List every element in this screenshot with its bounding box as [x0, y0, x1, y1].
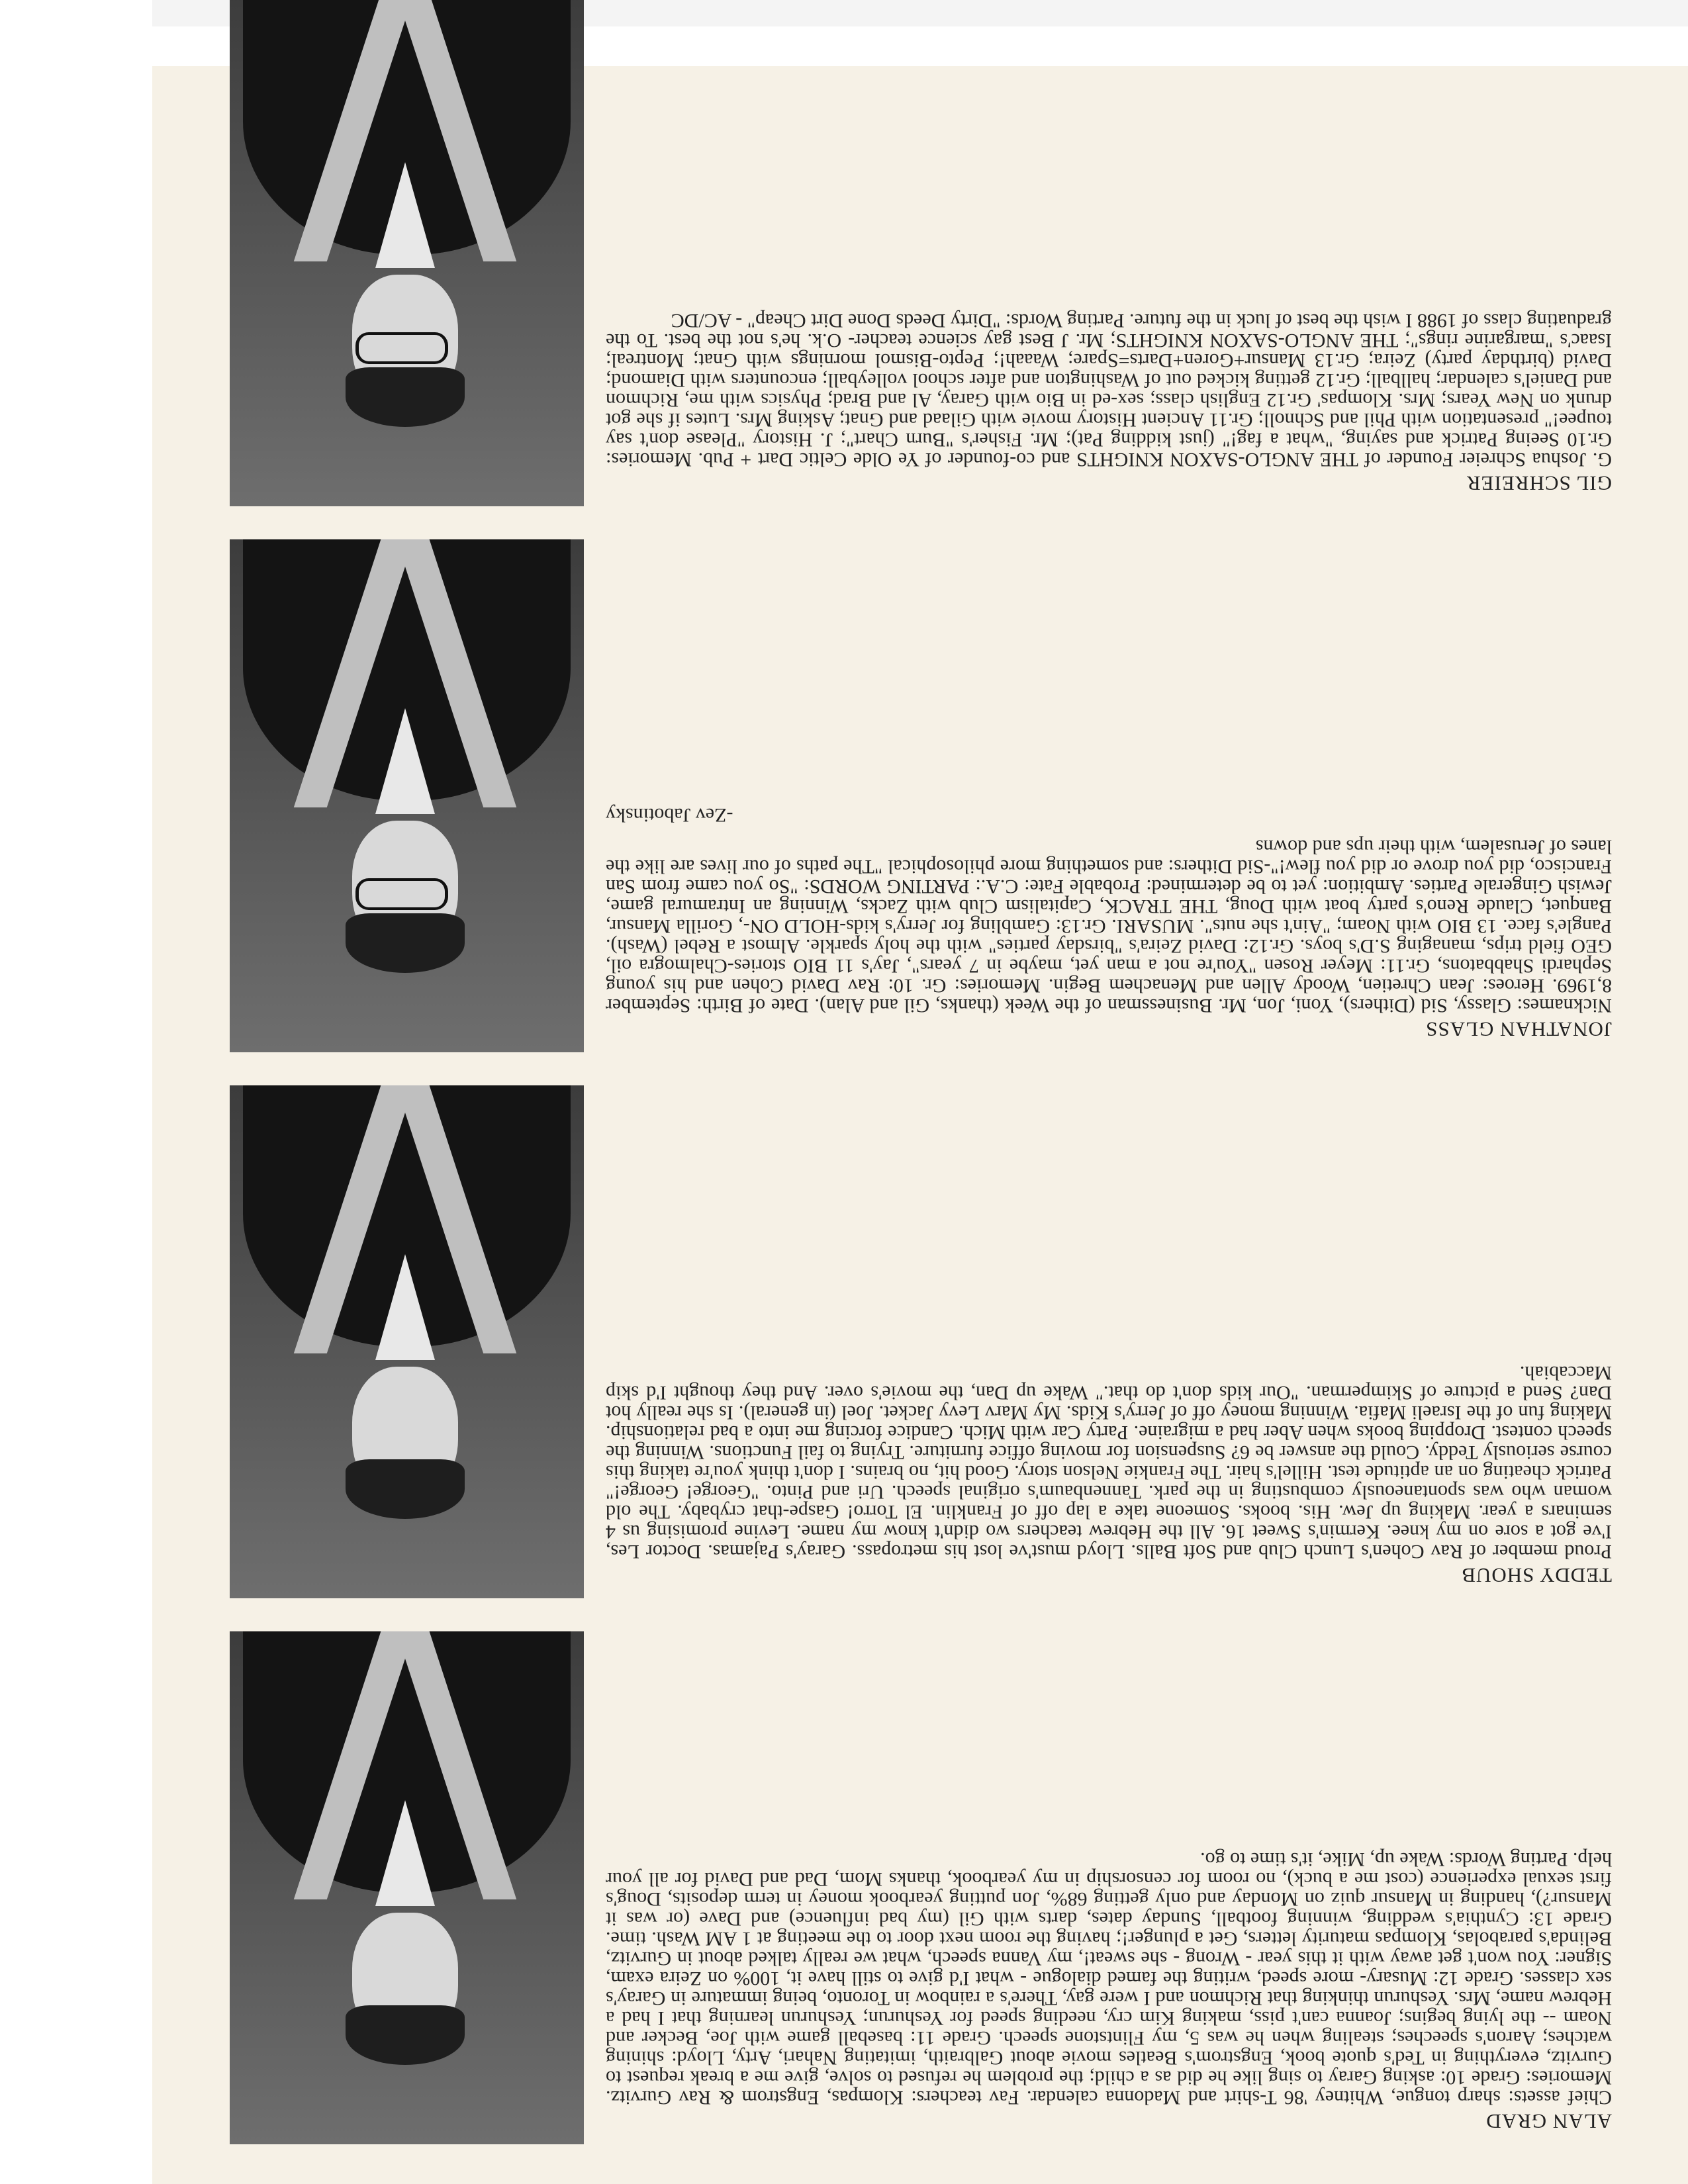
portrait-photo: [230, 0, 584, 506]
entry-text: [606, 805, 1612, 1039]
entry-body: G. Joshua Schreier Founder of THE ANGLO-SAXON KNIGHTS and co-founder of Ye Olde Celtic Dart + Pub. Memories: Gr.10 Seeing Patrick and saying, "what a fag!" (just kidding Pat); Mr. Fisher's "Burn Chart"; J. History "Please don't say toupee!" presentation with Phil and Schnoll; Gr.11 Ancient History movie with Gilaad and Gnat; Asking Mrs. Lutes if she got drunk on New Years; Mrs. Klompas' Gr.12 English class; sex-ed in Bio with Garay, Al and Brad; Physics with me, Richmon and Daniel's calendar; hallball; Gr.12 getting kicked out of Washington and after school volleyball; encounters with Diamond; David (birthday party) Zeira; Gr.13 Mansur+Goren+Darts=Spare; Waaah!; Pepto-Bismol mornings with Gnat; Montreal; Isaac's "margarine rings"; THE ANGLO-SAXON KNIGHTS; Mr. J Best gay science teacher- O.k. he's not the best. To the graduating class of 1988 I wish the best of luck in the future. Parting Words: "Dirty Deeds Done Dirt Cheap" - AC/DC: [606, 310, 1612, 471]
rotated-content: [152, 66, 1688, 2184]
entry-body: Nicknames: Glassy, Sid (Dithers), Yoni, Jon, Mr. Businessman of the Week (thanks, Gil and Alan). Date of Birth: September 8,1969. Heroes: Jean Chretien, Woody Allen and Menachem Begin. Memories: Gr. 10: Rav David Cohen and his young Sephardi Shabbatons, Gr.11: Meyer Rosen "You're not a man yet, maybe in 7 years", Jay's 11 BIO stories-Chalmogra oil, GEO field trips, managing S.D's boys. Gr.12: David Zeira's "birsday parties" with the holy sparkle. Almost a Rebel (Wash). Pangle's face. 13 BIO with Noam; "Ain't she nuts". MUSARI. Gr.13: Gambling for Jerry's kids-HOLD ON-, Gorilla Mansur, Banquet, Claude Reno's party boat with Doug, THE TRACK, Capitalism Club with Zacks, Winning an Intramural game, Jewish Gingerale Parties. Ambition: yet to be determined: Probable Fate: C.A.: PARTING WORDS: "So you came from San Francisco, did you drove or did you flew!"-Sid Dithers: and something more philosophical "The paths of our lives are like the lanes of Jerusalem, with their ups and downs: [606, 836, 1612, 1017]
student-name: JONATHAN GLASS: [1425, 1018, 1612, 1041]
portrait-photo: [230, 1631, 584, 2144]
entry-text: [606, 1363, 1612, 1585]
portrait-photo: [230, 1085, 584, 1598]
entry-body: Proud member of Rav Cohen's Lunch Club and Soft Balls. Lloyd must've lost his metropass. Garay's Pajamas. Doctor Les, I've got a sore on my knee. Kermin's Sweet 16. All the Hebrew teachers wo didn't know my name. Levine promising us 4 seminars a year. Making up Jew. His. books. Someone take a lap off of Franklin. El Torro! Gaspe-that crybaby. The old woman who was spontaneously combusting in the park. Tannenbaum's original speech. Uri and Pinto. "George! George!" Patrick cheating on an aptitude test. Hillel's hair. The Frankie Nelson story. Good hit, no brains. I don't think you're taking this course seriously Teddy. Could the answer be 6? Suspension for moving office furniture. Trying to fail Functions. Winning the speech contest. Dropping books when Aber had a migraine. Party Car with Mich. Candice forcing me into a bad relationship. Making fun of the Israeli Mafia. Winning money off of Jerry's Kids. My Marv Levy Jacket. Joel (in general). Is she really hot Dan? Send a picture of Skimperman. "Our kids don't do that." Wake up Dan, the movie's over. And they thought I'd skip Maccabiah.: [606, 1362, 1612, 1563]
entry-text: [606, 1849, 1612, 2131]
entry-body: Chief assets: sharp tongue, Whitney '86 T-shirt and Madonna calendar. Fav teachers: Klompas, Engstrom & Rav Gurvitz. Memories: Grade 10: asking Garay to sing like he did as a child; the problem he refused to solve, give me a break request to Gurvitz, everything in Ted's quote book, Engstrom's Beatles movie about Galbraith, imitating Nahari, Arty, Lloyd: shining watches; Aaron's speeches; stealing when he was 5, my Flintstone speech. Grade 11: baseball game with Joe, Becker and Noam -- the lying begins; Joanna can't piss, making Kim cry, needing speed for Yeshurun; Yeshurun learning that I had a Hebrew name, Mrs. Yeshurun thinking that Richmon and I were gay, There's a rainbow in Toronto, being immature in Garay's sex classes. Grade 12: Musary- more speed, writing the famed dialogue - what I'd give to still have it, 100% on Zeira exam, Signer: You won't get away with it this year - Wrong - she sweat!, my Vanna speech, what we really talked about in Gurvitz, Belinda's parabolas, Klompas maturity letters, Get a plunger!; having the room next door to the meeting at 1 AM Wash. time. Grade 13: Cynthia's wedding, winning football, Sunday dates, darts with Gil (my bad influence) and Dave (or was it Mansur?), handing in Mansur quiz on Monday and only getting 68%, Jon putting yearbook money in term deposits, Doug's first sexual experience (cost me a buck), no room for censorship in my yearbook, thanks Mom, Dad and David for all your help. Parting Words: Wake up, Mike, it's time to go.: [606, 1848, 1612, 2109]
student-name: GIL SCHREIER: [1466, 472, 1612, 495]
portrait-photo: [230, 539, 584, 1052]
entry-text: [606, 310, 1612, 493]
student-name: ALAN GRAD: [1485, 2110, 1612, 2133]
yearbook-page: [152, 66, 1688, 2184]
student-name: TEDDY SHOUB: [1461, 1564, 1612, 1587]
signature: -Zev Jabotinsky: [606, 804, 733, 826]
